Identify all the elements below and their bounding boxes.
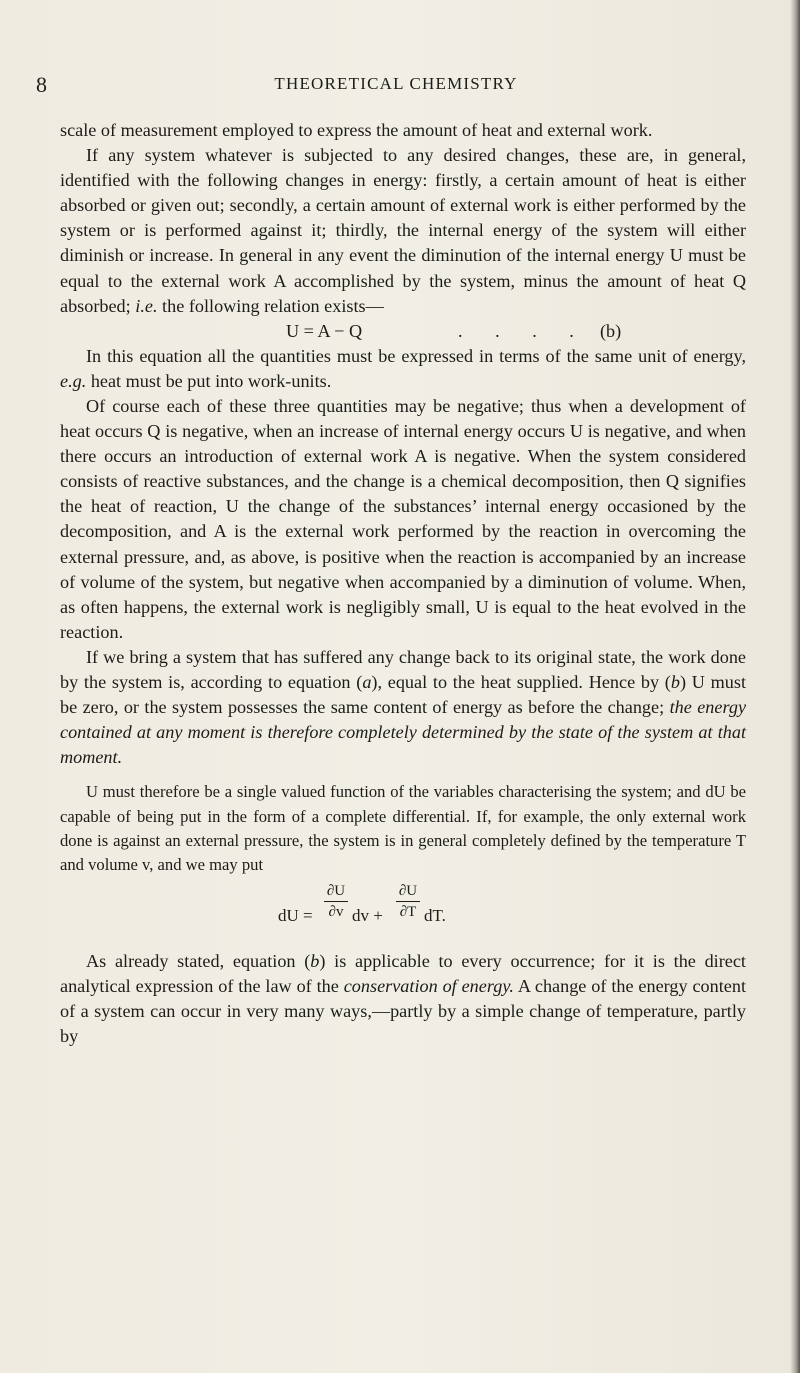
formula-lhs: dU = [278, 906, 313, 926]
paragraph-3 [60, 344, 746, 394]
equation-b-label: (b) [600, 320, 622, 341]
equation-ref-b-2: b [310, 951, 320, 972]
page-number: 8 [36, 72, 47, 97]
equation-b-leader-dots: . . . . [458, 320, 588, 341]
fraction-2-numerator: ∂U [396, 881, 420, 902]
fraction-dU-dT [396, 881, 420, 922]
paragraph-4: Of course each of these three quantities may be negative; thus when a development of heat occurs Q is negative, when an increase of internal energy occurs U is negative, and when there occurs an introduction of external work A is negative. When the system considered consists of reactive substances, and the change is a chemical decomposition, then Q signifies the heat of reaction, U the change of the substances’ internal energy occasioned by the decomposition, and A is the external work performed by the reaction in overcoming the external pressure, and, as above, is positive when the reaction is accompanied by an increase of volume of the system, but negative when accompanied by a diminution of volume. When, as often happens, the external work is negligibly small, U is equal to the heat evolved in the reaction. [60, 395, 746, 642]
paragraph-2 [60, 143, 746, 319]
paragraph-5-italic: the energy contained at any moment is therefore completely determined by the state of the system at that moment. [60, 697, 747, 768]
paragraph-1: scale of measurement employed to express the amount of heat and external work. [60, 120, 653, 140]
differential-formula [60, 881, 746, 941]
paragraph-7-text-b: ) is applicable to every occurrence; for it is the direct analytical expression of the law of the [60, 951, 746, 997]
paragraph-3-text-b: heat must be put into work-units. [90, 370, 332, 391]
paragraph-5 [60, 645, 746, 770]
paragraph-6: U must therefore be a single valued function of the variables characterising the system; and dU be capable of being put in the form of a complete differential. If, for example, the only external work done is against an external pressure, the system is in general completely defined by the temperature T and volume v, and we may put [60, 782, 746, 874]
conservation-of-energy: conservation of energy. [343, 976, 514, 997]
formula-end: dT. [424, 906, 446, 926]
fraction-2-denominator: ∂T [399, 904, 417, 921]
equation-b-expression: U = A − Q [286, 320, 363, 341]
paragraph-5-text-c: ) U must be zero, or the system possesses the same content of energy as before the change; [60, 671, 747, 718]
paragraph-7 [60, 949, 746, 1049]
fraction-dU-dv [324, 881, 348, 922]
paragraph-7-text-a: As already stated, equation ( [86, 951, 311, 972]
paragraph-2-end: the following relation exists— [162, 295, 384, 316]
equation-ref-b: b [670, 671, 680, 692]
formula-middle: dv + [352, 906, 383, 926]
equation-b [60, 319, 746, 344]
equation-ref-a: a [362, 671, 372, 692]
paragraph-7-text-c: A change of the energy content of a system can occur in very many ways,—partly by a simple change of temperature, partly by [60, 976, 747, 1047]
page-spine-shadow [790, 0, 800, 1373]
fraction-1-denominator: ∂v [328, 904, 344, 921]
running-head: THEORETICAL CHEMISTRY [274, 74, 518, 93]
paragraph-2-text: If any system whatever is subjected to any desired changes, these are, in general, identified with the following changes in energy: firstly, a certain amount of heat is either absorbed or given out; secondly, a certain amount of external work is either performed by the system or is performed against it; thirdly, the internal energy of the system will either diminish or increase. In general in any event the diminution of the internal energy U must be equal to the external work A accomplished by the system, minus the amount of heat Q absorbed; [60, 145, 746, 316]
fraction-1-numerator: ∂U [324, 881, 348, 902]
page-header [36, 72, 756, 100]
paragraph-3-text-a: In this equation all the quantities must be expressed in terms of the same unit of energy, [86, 345, 746, 366]
paragraph-5-text-b: ), equal to the heat supplied. Hence by ( [371, 671, 671, 692]
paragraph-5-text-a: If we bring a system that has suffered any change back to its original state, the work done by the system is, according to equation ( [60, 646, 746, 692]
eg-abbrev: e.g. [60, 370, 87, 391]
ie-abbrev: i.e. [135, 295, 158, 316]
body-text [60, 118, 746, 1050]
